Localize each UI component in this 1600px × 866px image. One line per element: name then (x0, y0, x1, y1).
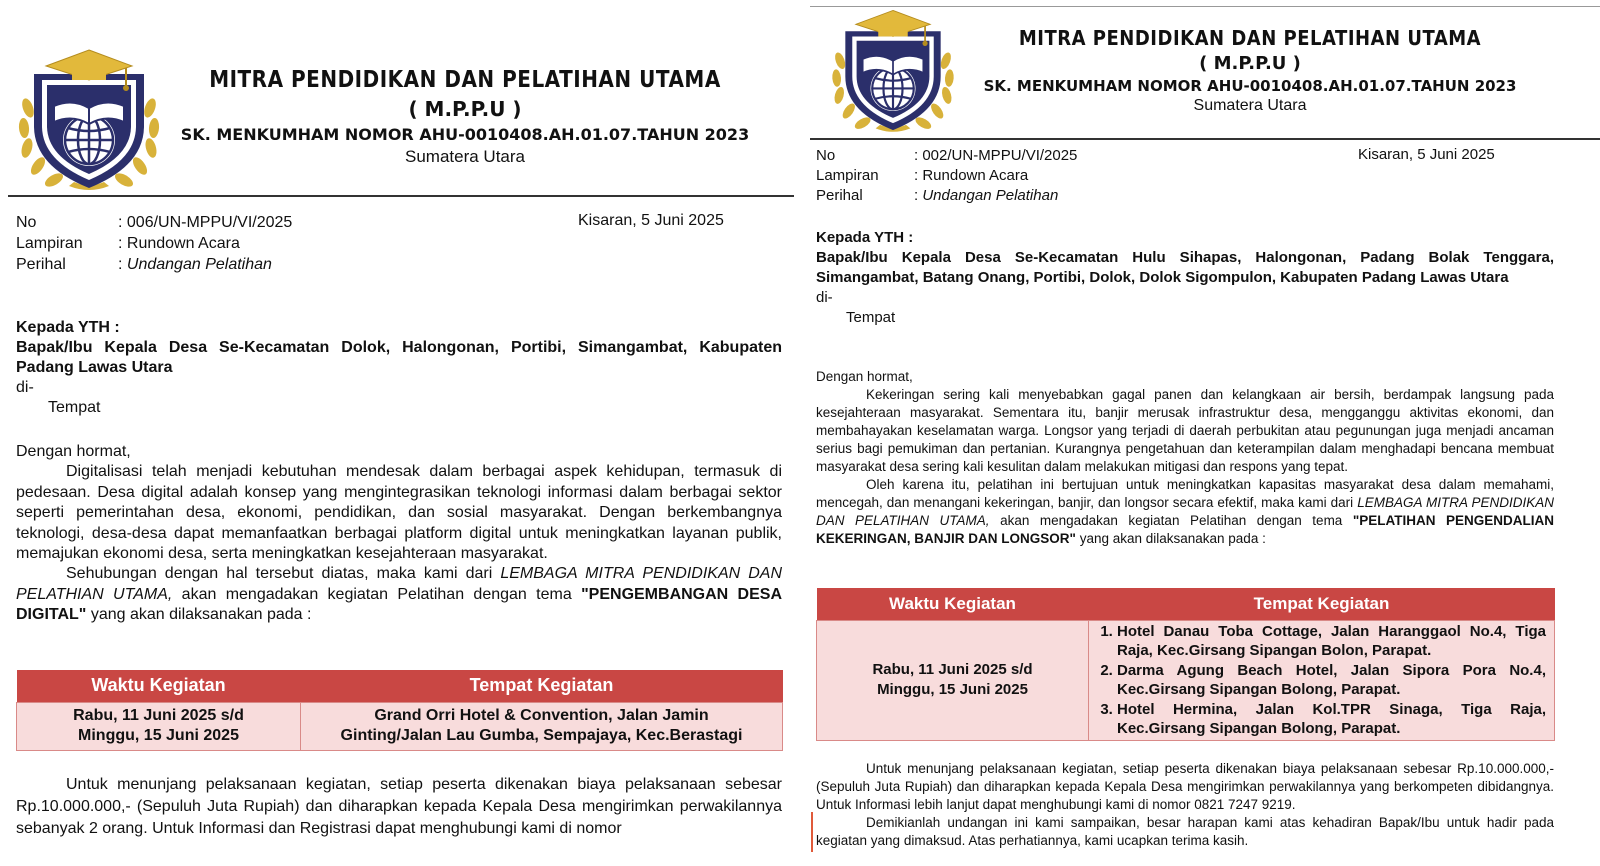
perihal-colon: : (118, 256, 123, 273)
event-table (16, 670, 783, 751)
margin-mark (811, 812, 813, 852)
addressee-heading: Kepada YTH : (816, 229, 914, 246)
addressee-recipient: Bapak/Ibu Kepala Desa Se-Kecamatan Hulu Sihapas, Halongonan, Padang Bolak Tenggara, Simangambat, Batang Onang, Portibi, Dolok, Dolok Sigompulon, Kabupaten Padang Lawas Utara (816, 249, 1554, 286)
letter-date: Kisaran, 5 Juni 2025 (1358, 146, 1495, 163)
addressee-recipient: Bapak/Ibu Kepala Desa Se-Kecamatan Dolok, Halongonan, Portibi, Simangambat, Kabupaten Padang Lawas Utara (16, 339, 782, 376)
header-rule (810, 138, 1600, 140)
paragraph-1: Kekeringan sering kali menyebabkan gagal panen dan kelangkaan air bersih, berdampak langsung pada kesejahteraan masyarakat. Sementara itu, banjir merusak infrastruktur desa, mengganggu aktivitas ekonomi, dan membahayakan keselamatan warga. Longsor yang terjadi di daerah perbukitan atau pegunungan juga menjadi ancaman serius bagi pemukiman dan pertanian. Kurangnya pengetahuan dan keterampilan dalam menghadapi bencana membuat masyarakat desa sering kali kesulitan dalam melakukan mitigasi dan respons yang tepat. (816, 387, 1554, 474)
event-table (816, 588, 1555, 741)
addressee (816, 228, 1554, 328)
addressee-tempat: Tempat (48, 399, 101, 416)
org-reference: LEMBAGA MITRA PENDIDIKAN DAN PELATHIAN UTAMA, (16, 565, 782, 603)
org-name: MITRA PENDIDIKAN DAN PELATIHAN UTAMA (1018, 26, 1482, 51)
closing-body (16, 774, 782, 840)
training-theme: "PENGEMBANGAN DESA DIGITAL" (16, 585, 783, 624)
letter-meta (816, 146, 1077, 206)
no-label: No (816, 147, 836, 164)
paragraph-2: Sehubungan dengan hal tersebut diatas, maka kami dari LEMBAGA MITRA PENDIDIKAN DAN PELATHIAN UTAMA, akan mengadakan kegiatan Pelatihan dengan tema "PENGEMBANGAN DESA DIGITAL" yang akan dilaksanakan pada : (16, 565, 783, 624)
paragraph-2: Oleh karena itu, pelatihan ini bertujuan untuk meningkatkan kapasitas masyarakat desa dalam memahami, mencegah, dan menangani kekeringan, banjir, dan longsor secara efektif, maka kami dari LEMBAGA MITRA PENDIDIKAN DAN PELATIHAN UTAMA, akan mengadakan kegiatan Pelatihan dengan tema "PELATIHAN PENGENDALIAN KEKERINGAN, BANJIR DAN LONGSOR" yang akan dilaksanakan pada : (816, 477, 1555, 546)
place-item: 3. Hotel Hermina, Jalan Kol.TPR Sinaga, Tiga Raja, Kec.Girsang Sipangan Bolong, Parapat. (1117, 700, 1546, 739)
paragraph-4: Demikianlah undangan ini kami sampaikan, besar harapan kami atas kehadiran Bapak/Ibu untuk hadir pada kegiatan yang dimaksud. Atas perhatiannya, kami ucapkan terima kasih. (816, 815, 1554, 848)
mppu-logo (14, 48, 164, 194)
lampiran-value: : Rundown Acara (914, 167, 1029, 184)
letter-body (16, 442, 782, 626)
header-rule (8, 195, 794, 197)
perihal-label: Perihal (16, 256, 66, 273)
addressee-di: di- (16, 379, 34, 396)
org-name: MITRA PENDIDIKAN DAN PELATIHAN UTAMA (209, 65, 721, 93)
gutter (800, 0, 810, 866)
place-item: 2. Darma Agung Beach Hotel, Jalan Sipora Pora No.4, Kec.Girsang Sipangan Bolong, Parapat. (1117, 661, 1546, 700)
org-sk: SK. MENKUMHAM NOMOR AHU-0010408.AH.01.07.TAHUN 2023 (983, 77, 1517, 95)
perihal-label: Perihal (816, 187, 863, 204)
col-waktu: Waktu Kegiatan (17, 670, 301, 702)
places-list (1089, 622, 1546, 739)
event-place: Grand Orri Hotel & Convention, Jalan Jamin Ginting/Jalan Lau Gumba, Sempajaya, Kec.Berastagi (301, 702, 783, 750)
event-time: Rabu, 11 Juni 2025 s/d Minggu, 15 Juni 2025 (817, 620, 1089, 740)
perihal-colon: : (914, 187, 919, 204)
no-label: No (16, 214, 37, 231)
closing-body (816, 760, 1554, 850)
addressee (16, 318, 782, 418)
training-theme: "PELATIHAN PENGENDALIAN KEKERINGAN, BANJIR DAN LONGSOR" (816, 513, 1555, 546)
no-value: : 002/UN-MPPU/VI/2025 (914, 147, 1078, 164)
paragraph-3: Untuk menunjang pelaksanaan kegiatan, setiap peserta dikenakan biaya pelaksanaan sebesar Rp.10.000.000,- (Sepuluh Juta Rupiah) dan diharapkan kepada Kepala Desa mengirimkan perwakilannya sebanyak 2 orang. Untuk Informasi dan Registrasi dapat menghubungi kami di nomor (16, 776, 782, 837)
col-tempat: Tempat Kegiatan (1089, 588, 1555, 620)
top-rule (810, 6, 1600, 7)
lampiran-label: Lampiran (16, 235, 83, 252)
org-abbr: ( M.P.P.U ) (408, 97, 522, 121)
org-region: Sumatera Utara (405, 147, 525, 166)
org-header (960, 28, 1540, 116)
place-item: 1. Hotel Danau Toba Cottage, Jalan Haranggaol No.4, Tiga Raja, Kec.Girsang Sipangan Bolon, Parapat. (1117, 622, 1546, 661)
addressee-di: di- (816, 289, 833, 306)
paragraph-3: Untuk menunjang pelaksanaan kegiatan, setiap peserta dikenakan biaya pelaksanaan sebesar Rp.10.000.000,- (Sepuluh Juta Rupiah) dan diharapkan kepada Kepala Desa mengirimkan perwakilannya yang berkompeten dibidangnya. Untuk Informasi lebih lanjut dapat menghubungi kami di nomor 0821 7247 9219. (816, 761, 1554, 812)
mppu-logo (828, 8, 958, 136)
col-waktu: Waktu Kegiatan (817, 588, 1089, 620)
addressee-heading: Kepada YTH : (16, 319, 120, 336)
col-tempat: Tempat Kegiatan (301, 670, 783, 702)
perihal-value: Undangan Pelatihan (922, 187, 1059, 204)
org-reference: LEMBAGA MITRA PENDIDIKAN DAN PELATIHAN UTAMA, (816, 495, 1554, 528)
lampiran-value: : Rundown Acara (118, 235, 240, 252)
letter-date: Kisaran, 5 Juni 2025 (578, 212, 724, 229)
letter-meta (16, 212, 292, 275)
org-header (170, 66, 760, 168)
greeting: Dengan hormat, (816, 369, 913, 384)
perihal-value: Undangan Pelatihan (126, 256, 272, 273)
addressee-tempat: Tempat (846, 309, 896, 326)
paragraph-1: Digitalisasi telah menjadi kebutuhan mendesak dalam berbagai aspek kehidupan, termasuk di pedesaan. Desa digital adalah konsep yang mengintegrasikan teknologi informasi dalam berbagai sektor seperti pemerintahan desa, ekonomi, pendidikan, dan sosial masyarakat. Dengan berkembangnya teknologi, desa-desa dapat memanfaatkan berbagai platform digital untuk meningkatkan layanan publik, memajukan ekonomi desa, serta meningkatkan kesejahteraan masyarakat. (16, 463, 782, 563)
event-places (1089, 620, 1555, 740)
lampiran-label: Lampiran (816, 167, 879, 184)
org-abbr: ( M.P.P.U ) (1199, 53, 1301, 74)
org-region: Sumatera Utara (1193, 97, 1307, 114)
event-time: Rabu, 11 Juni 2025 s/d Minggu, 15 Juni 2025 (17, 702, 301, 750)
letter-right (810, 0, 1600, 866)
letter-body (816, 368, 1554, 548)
no-value: : 006/UN-MPPU/VI/2025 (118, 214, 293, 231)
greeting: Dengan hormat, (16, 443, 131, 460)
org-sk: SK. MENKUMHAM NOMOR AHU-0010408.AH.01.07.TAHUN 2023 (180, 125, 750, 144)
